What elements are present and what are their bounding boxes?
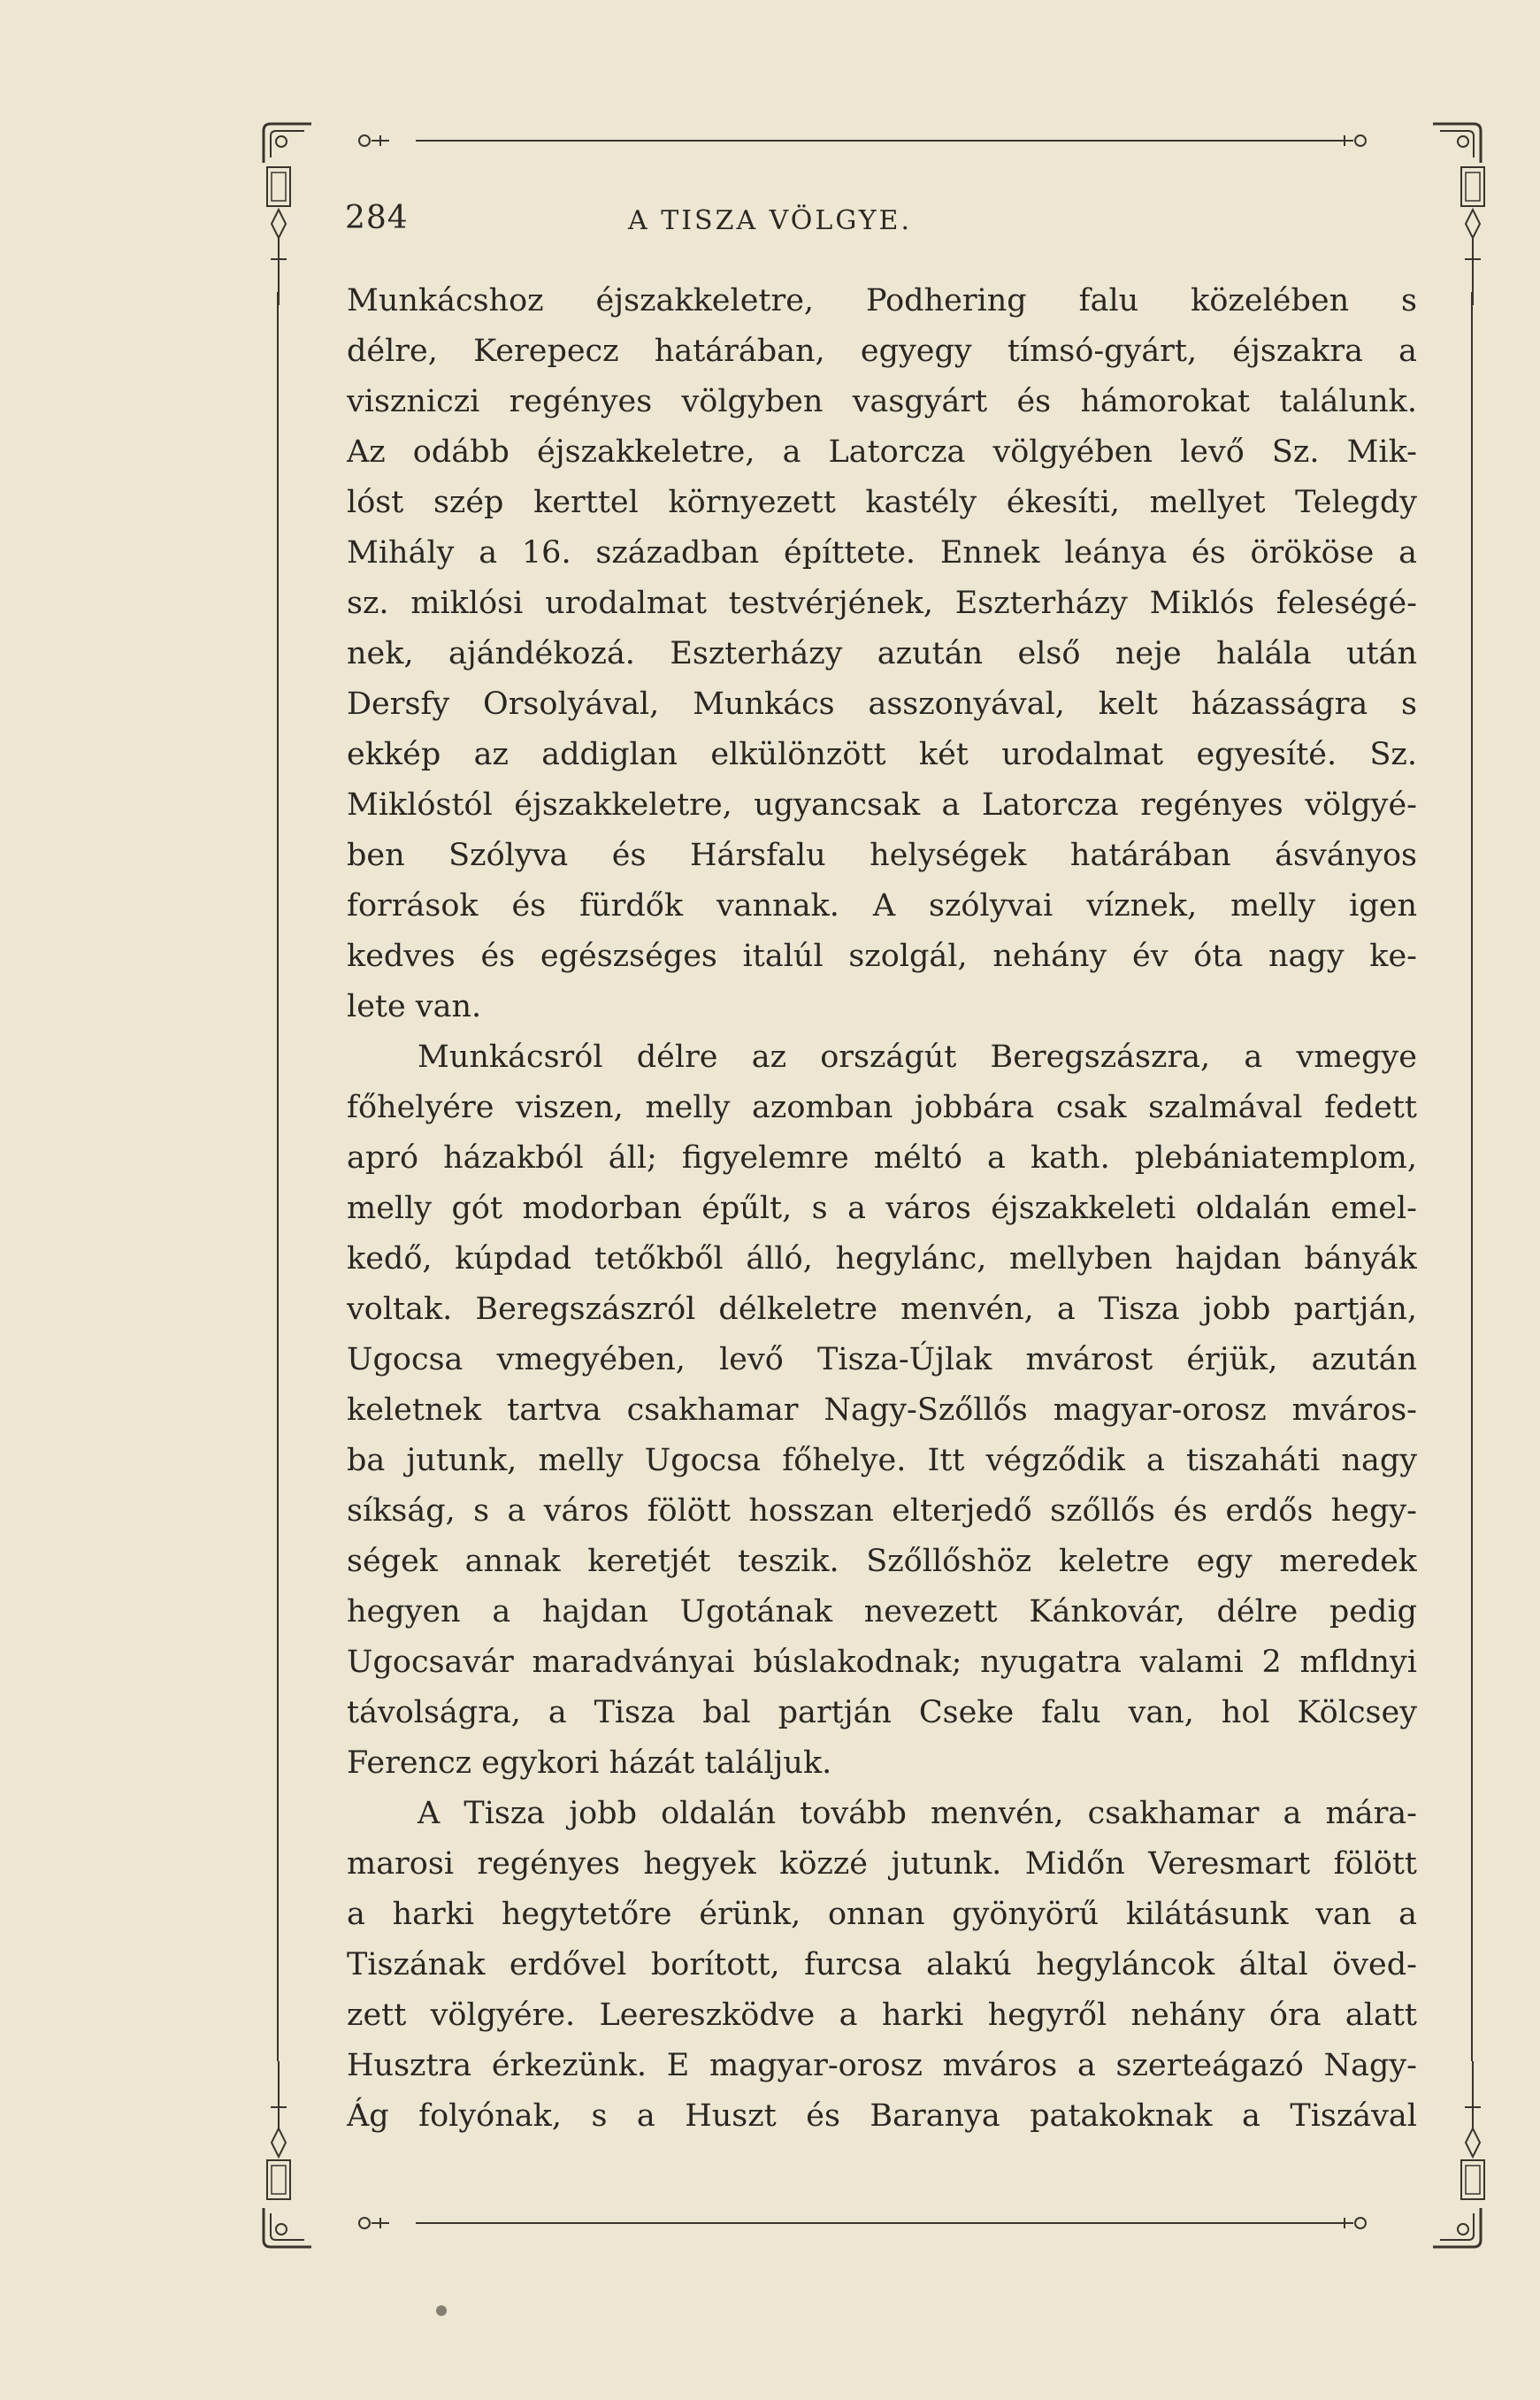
text-line: délre, Kerepecz határában, egyegy tímsó-gyárt, éjszakra a [347,334,1417,369]
bottom-left-knot-ornament-icon [354,2214,389,2232]
page-number: 284 [345,200,409,236]
text-line: zett völgyére. Leereszködve a harki hegyről nehány óra alatt [347,1997,1417,2033]
left-lower-side-ornament-icon [264,2061,294,2203]
text-line: viszniczi regényes völgyben vasgyárt és hámorokat találunk. [347,384,1417,419]
text-line: ekkép az addiglan elkülönzött két urodalmat egyesíté. Sz. [347,737,1417,772]
text-line: Ugocsa vmegyében, levő Tisza-Újlak mvárost érjük, azután [347,1342,1417,1377]
text-line: ba jutunk, melly Ugocsa főhelye. Itt végződik a tiszaháti nagy [347,1443,1417,1478]
text-line: Mihály a 16. században építtete. Ennek leánya és örököse a [347,535,1417,571]
body-text [347,276,1417,2142]
top-right-knot-ornament-icon [1336,132,1371,150]
text-line: kedves és egészséges italúl szolgál, nehány év óta nagy ke- [347,939,1417,974]
right-border-rule [1471,292,1473,2061]
text-line: nek, ajándékozá. Eszterházy azután első neje halála után [347,636,1417,671]
text-line: hegyen a hajdan Ugotának nevezett Kánkovár, délre pedig [347,1594,1417,1629]
text-line: marosi regényes hegyek közzé jutunk. Midőn Veresmart fölött [347,1846,1417,1882]
text-line: ben Szólyva és Hársfalu helységek határában ásványos [347,838,1417,873]
text-line: lóst szép kerttel környezett kastély ékesíti, mellyet Telegdy [347,485,1417,520]
text-line: ségek annak keretjét teszik. Szőllőshöz keletre egy meredek [347,1544,1417,1579]
text-line: sz. miklósi urodalmat testvérjének, Eszterházy Miklós feleségé- [347,586,1417,621]
text-line: Ugocsavár maradványai búslakodnak; nyugatra valami 2 mfldnyi [347,1645,1417,1680]
text-line: Husztra érkezünk. E magyar-orosz mváros a szerteágazó Nagy- [347,2048,1417,2083]
text-line: Ág folyónak, s a Huszt és Baranya patakoknak a Tiszával [347,2098,1417,2134]
text-line: Miklóstól éjszakkeletre, ugyancsak a Latorcza regényes völgyé- [347,787,1417,823]
text-line: Munkácsról délre az országút Beregszászra, a vmegye [418,1039,1417,1075]
ink-spot [436,2305,447,2316]
text-line: Ferencz egykori házát találjuk. [347,1745,832,1781]
top-border-rule [416,140,1340,142]
text-line: Munkácshoz éjszakkeletre, Podhering falu közelében s [347,283,1417,318]
text-line: keletnek tartva csakhamar Nagy-Szőllős magyar-orosz mváros- [347,1392,1417,1428]
text-line: kedő, kúpdad tetőkből álló, hegylánc, mellyben hajdan bányák [347,1241,1417,1277]
text-line: lete van. [347,989,482,1024]
top-left-knot-ornament-icon [354,132,389,150]
bottom-right-corner-ornament-icon [1424,2199,1486,2252]
text-line: források és fürdők vannak. A szólyvai víznek, melly igen [347,888,1417,924]
text-line: a harki hegytetőre érünk, onnan gyönyörű kilátásunk van a [347,1897,1417,1932]
bottom-left-corner-ornament-icon [258,2199,320,2252]
right-lower-side-ornament-icon [1458,2061,1488,2203]
left-border-rule [277,292,279,2061]
text-line: melly gót modorban épűlt, s a város éjszakkeleti oldalán emel- [347,1191,1417,1226]
text-line: síkság, s a város fölött hosszan elterjedő szőllős és erdős hegy- [347,1493,1417,1529]
text-line: Dersfy Orsolyával, Munkács asszonyával, kelt házasságra s [347,686,1417,722]
text-line: Tiszának erdővel borított, furcsa alakú hegyláncok által öved- [347,1947,1417,1982]
text-line: távolságra, a Tisza bal partján Cseke falu van, hol Kölcsey [347,1695,1417,1730]
text-line: apró házakból áll; figyelemre méltó a kath. plebániatemplom, [347,1140,1417,1176]
text-line: Az odább éjszakkeletre, a Latorcza völgyében levő Sz. Mik- [347,434,1417,470]
text-line: főhelyére viszen, melly azomban jobbára csak szalmával fedett [347,1090,1417,1125]
bottom-right-knot-ornament-icon [1336,2214,1371,2232]
running-title: A TISZA VÖLGYE. [628,205,912,236]
bottom-border-rule [416,2222,1340,2224]
text-line: voltak. Beregszászról délkeletre menvén, a Tisza jobb partján, [347,1292,1417,1327]
text-line: A Tisza jobb oldalán tovább menvén, csakhamar a mára- [418,1796,1417,1831]
